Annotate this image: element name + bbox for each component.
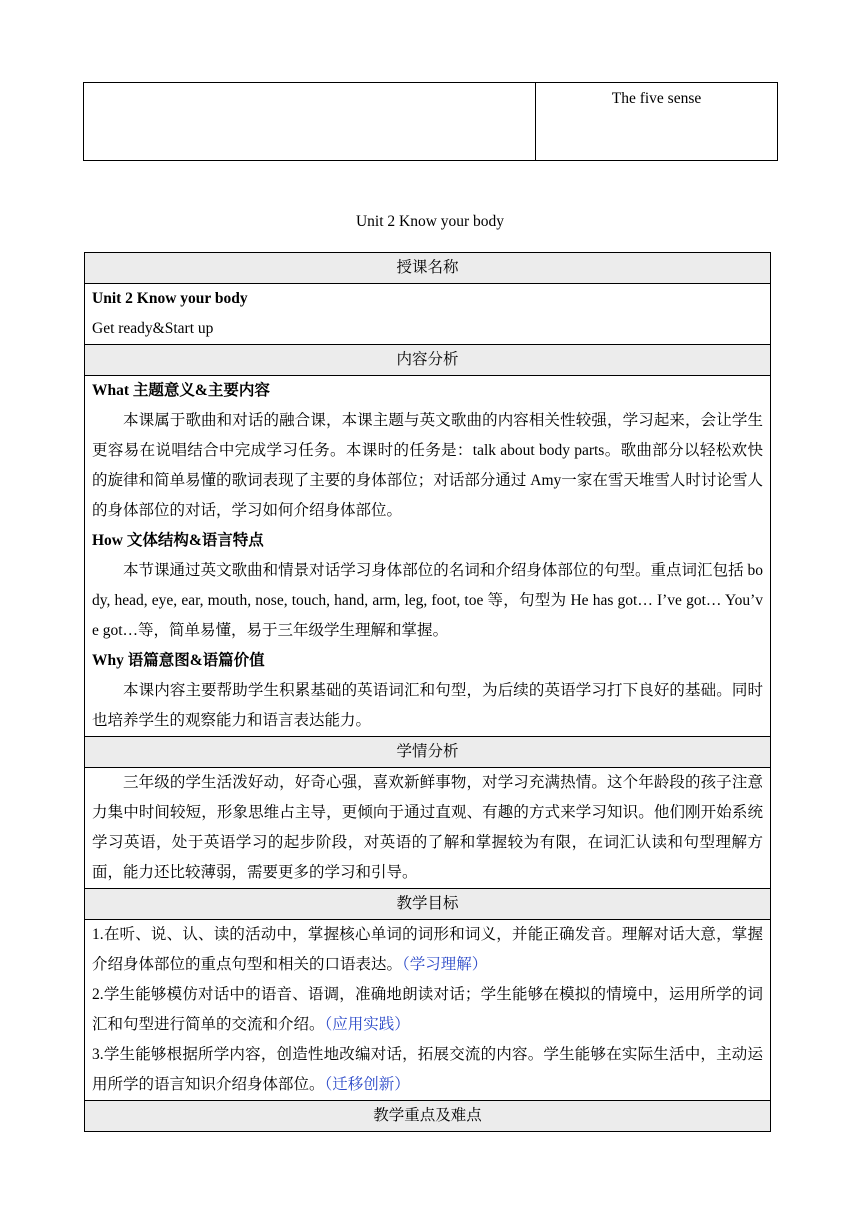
objectives-header-row (85, 889, 771, 920)
student-analysis-paragraph: 三年级的学生活泼好动，好奇心强，喜欢新鲜事物，对学习充满热情。这个年龄段的孩子注意力集中时间较短，形象思维占主导，更倾向于通过直观、有趣的方式来学习知识。他们刚开始系统学习英语，处于英语学习的起步阶段，对英语的了解和掌握较为有限，在词汇认读和句型理解方面，能力还比较薄弱，需要更多的学习和引导。 (92, 774, 763, 881)
objective-item-3 (92, 1040, 763, 1100)
objectives-row (85, 920, 771, 1101)
objective-tag-2: （应用实践） (324, 1016, 410, 1033)
how-paragraph: 本节课通过英文歌曲和情景对话学习身体部位的名词和介绍身体部位的句型。重点词汇包括 body, head, eye, ear, mouth, nose, touch, hand, arm, leg, foot, toe 等，句型为 He has got… I’ve got… You’ve got…等，简单易懂，易于三年级学生理解和掌握。 (92, 562, 763, 639)
objective-text-2: 2.学生能够模仿对话中的语音、语调，准确地朗读对话；学生能够在模拟的情境中，运用所学的词汇和句型进行简单的交流和介绍。 (92, 986, 763, 1033)
objective-text-1: 1.在听、说、认、读的活动中，掌握核心单词的词形和词义，并能正确发音。理解对话大意，掌握介绍身体部位的重点句型和相关的口语表达。 (92, 926, 763, 973)
student-analysis-row (85, 768, 771, 889)
content-analysis-header-row (85, 345, 771, 376)
content-analysis-header: 内容分析 (85, 345, 771, 376)
unit-title: Unit 2 Know your body (355, 213, 505, 230)
objectives-header: 教学目标 (85, 889, 771, 920)
how-heading: How 文体结构&语言特点 (92, 532, 264, 549)
why-paragraph: 本课内容主要帮助学生积累基础的英语词汇和句型，为后续的英语学习打下良好的基础。同时也培养学生的观察能力和语言表达能力。 (92, 682, 763, 729)
previous-table-left-cell (84, 83, 536, 160)
previous-table-right-cell: The five sense (611, 90, 702, 107)
content-analysis-row (85, 376, 771, 737)
why-heading: Why 语篇意图&语篇价值 (92, 652, 265, 669)
lesson-name-header-row (85, 253, 771, 284)
student-analysis-header: 学情分析 (85, 737, 771, 768)
objective-item-1 (92, 920, 763, 980)
lesson-name-row (85, 284, 771, 345)
objective-text-3: 3.学生能够根据所学内容，创造性地改编对话，拓展交流的内容。学生能够在实际生活中，主动运用所学的语言知识介绍身体部位。 (92, 1046, 763, 1093)
lesson-subtitle: Get ready&Start up (92, 320, 214, 337)
key-points-header-row (85, 1101, 771, 1132)
lesson-title: Unit 2 Know your body (92, 290, 248, 307)
previous-table-fragment (83, 82, 778, 161)
student-analysis-header-row (85, 737, 771, 768)
objective-tag-1: （学习理解） (402, 956, 488, 973)
what-paragraph: 本课属于歌曲和对话的融合课，本课主题与英文歌曲的内容相关性较强，学习起来，会让学生更容易在说唱结合中完成学习任务。本课时的任务是：talk about body parts。歌曲部分以轻松欢快的旋律和简单易懂的歌词表现了主要的身体部位；对话部分通过 Amy一家在雪天堆雪人时讨论雪人的身体部位的对话，学习如何介绍身体部位。 (92, 412, 763, 519)
lesson-name-header: 授课名称 (85, 253, 771, 284)
objective-tag-3: （迁移创新） (324, 1076, 410, 1093)
objective-item-2 (92, 980, 763, 1040)
lesson-plan-table (84, 252, 771, 1132)
key-points-header: 教学重点及难点 (85, 1101, 771, 1132)
what-heading: What 主题意义&主要内容 (92, 382, 270, 399)
